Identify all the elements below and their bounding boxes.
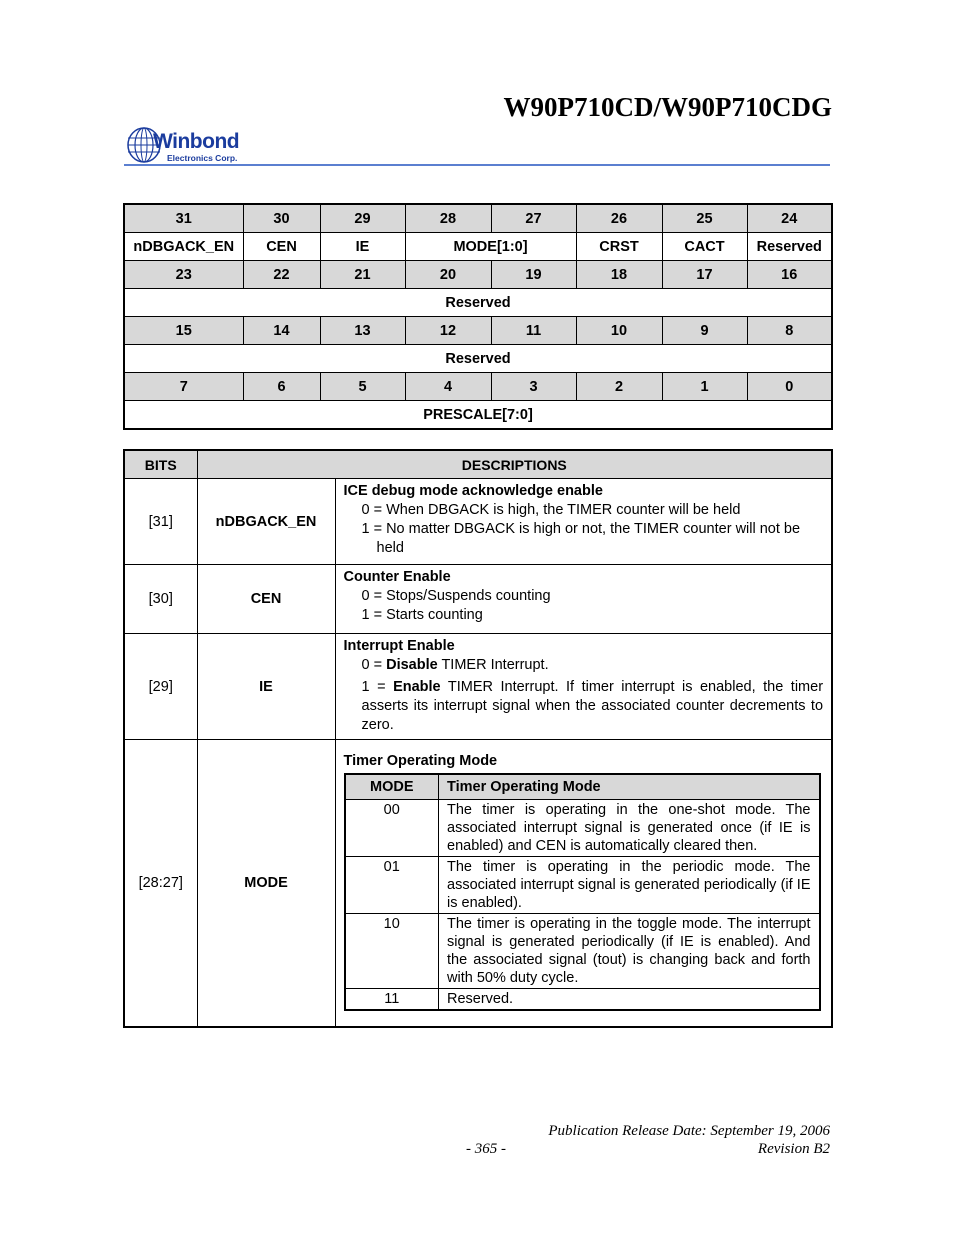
- logo-subtext: Electronics Corp.: [167, 153, 238, 163]
- register-field: nDBGACK_EN: [124, 233, 243, 261]
- bit-number: 1: [662, 373, 747, 401]
- mode-row: [345, 989, 820, 1011]
- bit-number: 0: [747, 373, 832, 401]
- register-field: MODE[1:0]: [405, 233, 576, 261]
- field-description: [335, 740, 832, 1027]
- bit-number-row: [124, 261, 832, 289]
- bit-number: 27: [491, 204, 576, 233]
- option-keyword: Disable: [386, 657, 438, 673]
- bit-range: [29]: [124, 634, 197, 740]
- mode-row: [345, 857, 820, 914]
- register-field: PRESCALE[7:0]: [124, 401, 832, 430]
- winbond-logo: [127, 126, 252, 164]
- register-field: IE: [320, 233, 405, 261]
- bit-number: 28: [405, 204, 491, 233]
- description-heading: ICE debug mode acknowledge enable: [343, 483, 603, 499]
- bit-number-row: [124, 317, 832, 345]
- register-field: Reserved: [124, 289, 832, 317]
- bit-number: 9: [662, 317, 747, 345]
- bit-number: 24: [747, 204, 832, 233]
- bit-number: 23: [124, 261, 243, 289]
- bit-number-row: [124, 373, 832, 401]
- field-name: MODE: [197, 740, 335, 1027]
- option-prefix: 1 =: [361, 679, 394, 695]
- mode-description-column-header: Timer Operating Mode: [439, 774, 820, 800]
- field-name: nDBGACK_EN: [197, 479, 335, 565]
- option-text: TIMER Interrupt. If timer interrupt is enabled, the timer asserts its interrupt signal when the associated counter decrements to zero.: [361, 679, 824, 733]
- field-name-row: [124, 345, 832, 373]
- description-heading: Timer Operating Mode: [343, 753, 498, 769]
- field-name-row: [124, 233, 832, 261]
- register-field: CACT: [662, 233, 747, 261]
- option-line: 0 = Stops/Suspends counting: [361, 588, 551, 604]
- field-name: CEN: [197, 565, 335, 634]
- bit-number: 12: [405, 317, 491, 345]
- mode-value: 00: [345, 800, 439, 857]
- option-text: TIMER Interrupt.: [437, 657, 549, 673]
- bit-number: 10: [576, 317, 662, 345]
- register-bit-table: [123, 203, 833, 430]
- description-row-31: [124, 479, 832, 565]
- mode-value: 01: [345, 857, 439, 914]
- bits-column-header: BITS: [124, 450, 197, 479]
- description-row-29: [124, 634, 832, 740]
- bit-number: 22: [243, 261, 320, 289]
- mode-row: [345, 914, 820, 989]
- mode-value: 11: [345, 989, 439, 1011]
- mode-description: The timer is operating in the periodic mode. The associated interrupt signal is generated periodically (if IE is enabled).: [439, 857, 820, 914]
- page-number: - 365 -: [466, 1141, 506, 1157]
- mode-column-header: MODE: [345, 774, 439, 800]
- mode-row: [345, 800, 820, 857]
- document-title: W90P710CD/W90P710CDG: [503, 92, 832, 122]
- bit-number: 4: [405, 373, 491, 401]
- mode-description: The timer is operating in the one-shot mode. The associated interrupt signal is generated once (if IE is enabled) and CEN is automatically cleared then.: [439, 800, 820, 857]
- logo-wordmark: Winbond: [153, 130, 240, 153]
- descriptions-column-header: DESCRIPTIONS: [197, 450, 832, 479]
- mode-description: Reserved.: [439, 989, 820, 1011]
- bit-number: 2: [576, 373, 662, 401]
- revision: Revision B2: [757, 1141, 830, 1157]
- register-field: Reserved: [747, 233, 832, 261]
- mode-value: 10: [345, 914, 439, 989]
- option-line: 0 = When DBGACK is high, the TIMER counter will be held: [361, 502, 741, 518]
- mode-description: The timer is operating in the toggle mode. The interrupt signal is generated periodically (if IE is enabled). And the associated signal (tout) is changing back and forth with 50% duty cycle.: [439, 914, 820, 989]
- bit-number: 13: [320, 317, 405, 345]
- field-name-row: [124, 401, 832, 430]
- bit-number: 30: [243, 204, 320, 233]
- bit-number: 21: [320, 261, 405, 289]
- bit-range: [28:27]: [124, 740, 197, 1027]
- bit-number: 17: [662, 261, 747, 289]
- publication-release-date: Publication Release Date: September 19, 2006: [548, 1123, 830, 1139]
- bit-number-row: [124, 204, 832, 233]
- bit-number: 8: [747, 317, 832, 345]
- field-description: [335, 565, 832, 634]
- field-name: IE: [197, 634, 335, 740]
- header-rule: [124, 164, 830, 166]
- option-line: 1 = No matter DBGACK is high or not, the TIMER counter will not be held: [361, 521, 801, 556]
- register-field: CEN: [243, 233, 320, 261]
- description-row-28-27: [124, 740, 832, 1027]
- bit-number: 11: [491, 317, 576, 345]
- option-prefix: 0 =: [361, 657, 387, 673]
- bit-number: 15: [124, 317, 243, 345]
- option-line: 1 = Starts counting: [361, 607, 483, 623]
- option-line: [344, 678, 824, 735]
- bit-number: 31: [124, 204, 243, 233]
- bit-number: 20: [405, 261, 491, 289]
- field-description: [335, 479, 832, 565]
- register-field: Reserved: [124, 345, 832, 373]
- description-row-30: [124, 565, 832, 634]
- bit-range: [31]: [124, 479, 197, 565]
- bit-number: 7: [124, 373, 243, 401]
- bit-number: 3: [491, 373, 576, 401]
- field-name-row: [124, 289, 832, 317]
- option-keyword: Enable: [393, 679, 441, 695]
- bit-range: [30]: [124, 565, 197, 634]
- option-line: [344, 656, 824, 675]
- bit-number: 19: [491, 261, 576, 289]
- bit-number: 5: [320, 373, 405, 401]
- bit-number: 14: [243, 317, 320, 345]
- bit-number: 16: [747, 261, 832, 289]
- bit-number: 29: [320, 204, 405, 233]
- bit-number: 26: [576, 204, 662, 233]
- register-field: CRST: [576, 233, 662, 261]
- description-heading: Counter Enable: [343, 569, 451, 585]
- bit-description-table: [123, 449, 833, 1028]
- description-heading: Interrupt Enable: [343, 638, 455, 654]
- bit-number: 25: [662, 204, 747, 233]
- bit-number: 6: [243, 373, 320, 401]
- field-description: [335, 634, 832, 740]
- mode-table: [344, 773, 821, 1011]
- bit-number: 18: [576, 261, 662, 289]
